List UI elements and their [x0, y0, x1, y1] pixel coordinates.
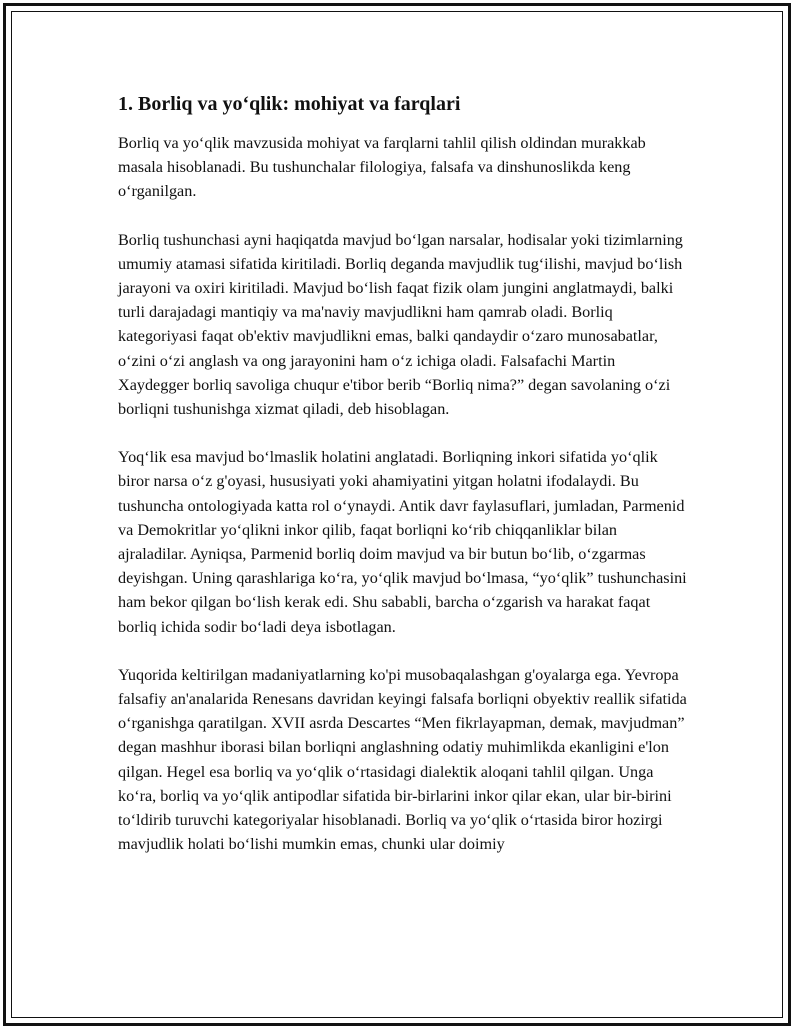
paragraph-borliq: Borliq tushunchasi ayni haqiqatda mavjud bo‘lgan narsalar, hodisalar yoki tizimlarning umumiy atamasi sifatida kiritiladi. Borliq deganda mavjudlik tug‘ilishi, mavjud bo‘lish jarayoni va oxiri kiritiladi. Mavjud bo‘lish faqat fizik olam jungini anglatmaydi, balki turli darajadagi mantiqiy va ma'naviy mavjudlikni ham qamrab oladi. Borliq kategoriyasi faqat ob'ektiv mavjudlikni emas, balki qandaydir o‘zaro munosabatlar, o‘zini o‘zi anglash va ong jarayonini ham o‘z ichiga oladi. Falsafachi Martin Xaydegger borliq savoliga chuqur e'tibor berib “Borliq nima?” degan savolaning o‘zi borliqni tushunishga xizmat qiladi, deb hisoblagan. — [118, 230, 683, 419]
section-title: 1. Borliq va yo‘qlik: mohiyat va farqlari — [118, 93, 461, 115]
paragraph-yoqlik: Yoq‘lik esa mavjud bo‘lmaslik holatini anglatadi. Borliqning inkori sifatida yo‘qlik biror narsa o‘z g'oyasi, hususiyati yoki ahamiyatini yitgan holatni ifodalaydi. Bu tushuncha ontologiyada katta rol o‘ynaydi. Antik davr faylasuflari, jumladan, Parmenid va Demokritlar yo‘qlikni inkor qilib, faqat borliqni ko‘rib chiqqanliklar bilan ajraladilar. Ayniqsa, Parmenid borliq doim mavjud va bir butun bo‘lib, o‘zgarmas deyishgan. Uning qarashlariga ko‘ra, yo‘qlik mavjud bo‘lmasa, “yo‘qlik” tushunchasini ham bekor qilgan bo‘lish kerak edi. Shu sababli, barcha o‘zgarish va harakat faqat borliq ichida sodir bo‘ladi deya isbotlagan. — [118, 448, 687, 636]
paragraph-intro: Borliq va yo‘qlik mavzusida mohiyat va farqlarni tahlil qilish oldindan murakkab masala hisoblanadi. Bu tushunchalar filologiya, falsafa va dinshunoslikda keng o‘rganilgan. — [118, 134, 646, 201]
document-body — [118, 90, 688, 880]
paragraph-cultures: Yuqorida keltirilgan madaniyatlarning ko'pi musobaqalashgan g'oyalarga ega. Yevropa falsafiy an'analarida Renesans davridan keyingi falsafa borliqni obyektiv reallik sifatida o‘rganishga qaratilgan. XVII asrda Descartes “Men fikrlayapman, demak, mavjudman” degan mashhur iborasi bilan borliqni anglashning odatiy muhimlikda ekanligini e'lon qilgan. Hegel esa borliq va yo‘qlik o‘rtasidagi dialektik aloqani tahlil qilgan. Unga ko‘ra, borliq va yo‘qlik antipodlar sifatida bir-birlarini inkor qilar ekan, ular bir-birini to‘ldirib turuvchi kategoriyalar hisoblanadi. Borliq va yo‘qlik o‘rtasida biror hozirgi mavjudlik holati bo‘lishi mumkin emas, chunki ular doimiy — [118, 665, 687, 854]
